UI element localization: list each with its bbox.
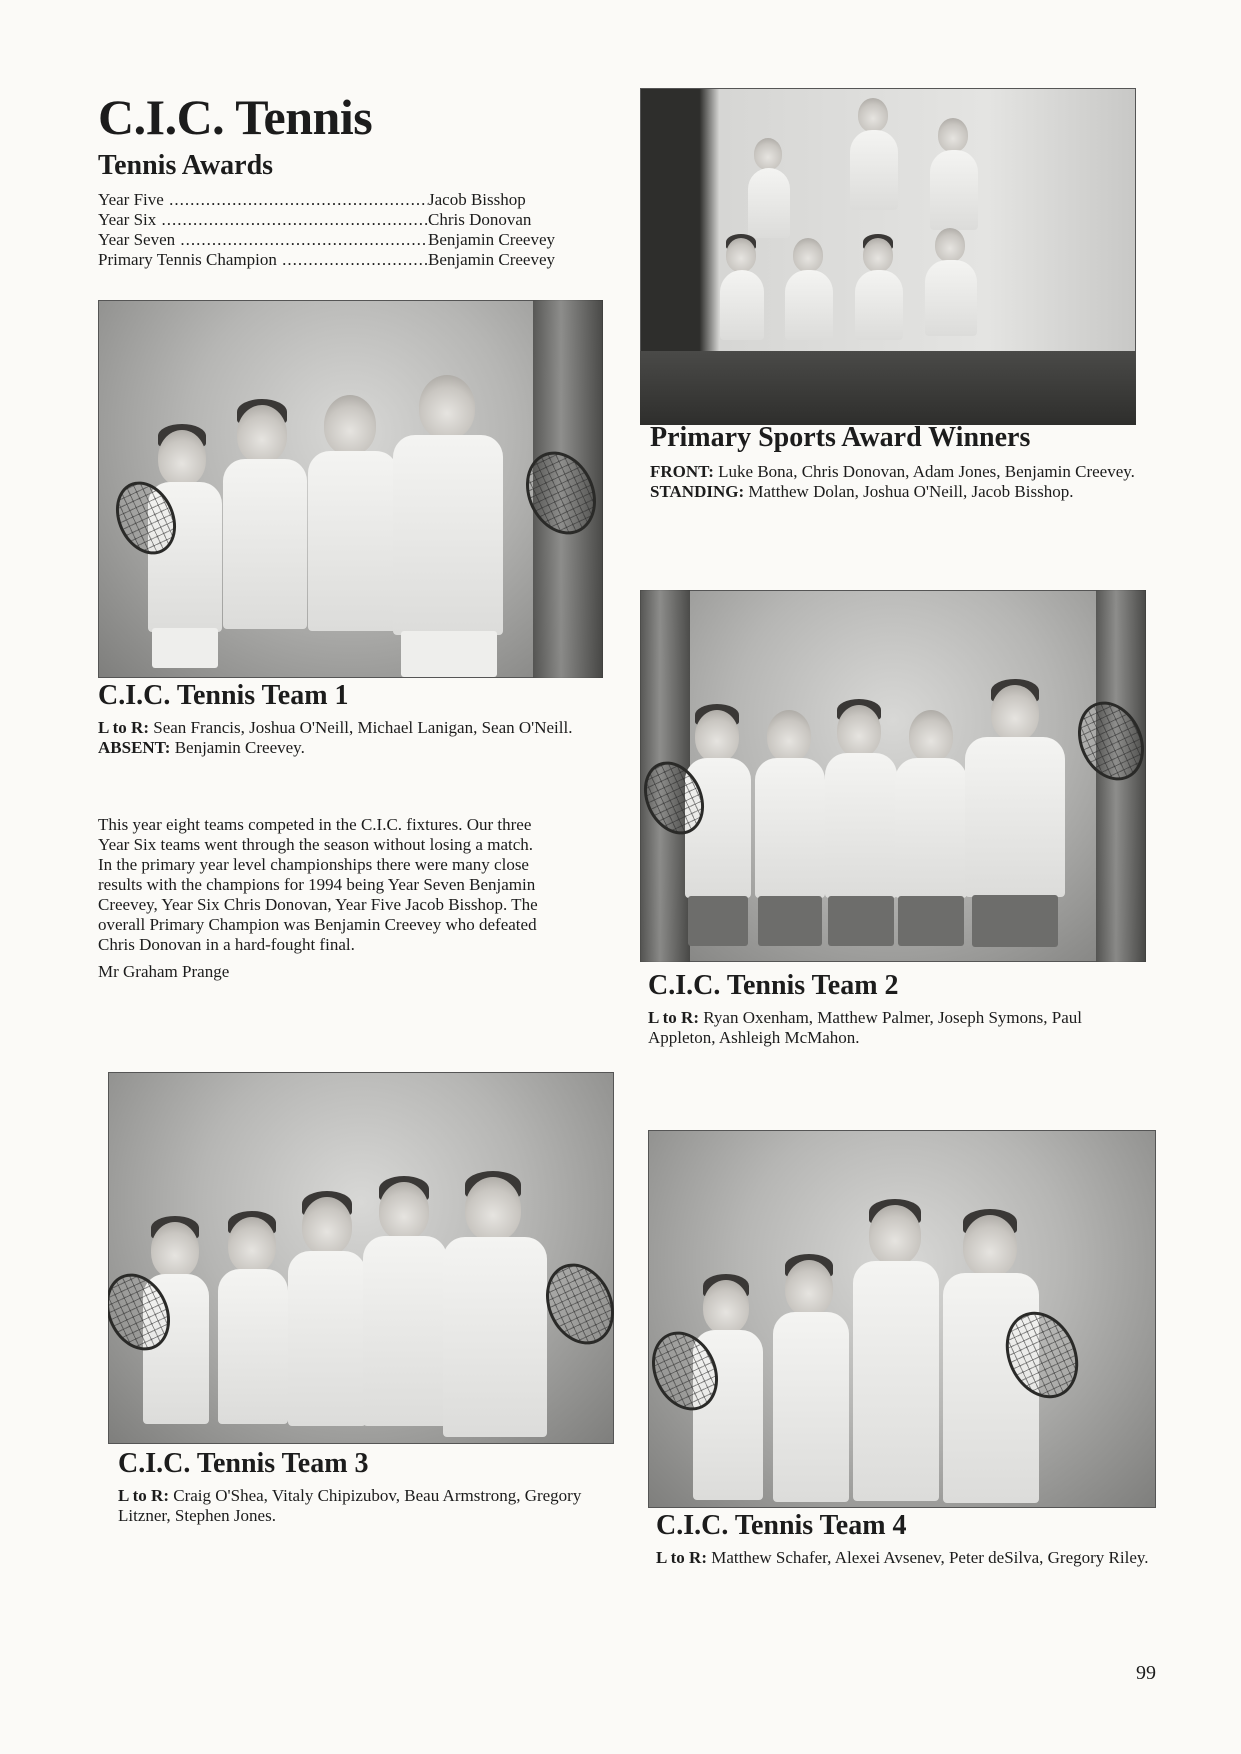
page-title: C.I.C. Tennis [98,89,373,145]
front-text: Luke Bona, Chris Donovan, Adam Jones, Benjamin Creevey. [718,462,1135,481]
award-winner: Chris Donovan [428,210,532,229]
report-text: This year eight teams competed in the C.I.C. fixtures. Our three Year Six teams went through the season without losing a match. In the primary year level championships there were many close results with the champions for 1994 being Year Seven Benjamin Creevey, Year Six Chris Donovan, Year Five Jacob Bisshop. The overall Primary Champion was Benjamin Creevey who defeated Chris Donovan in a hard-fought final. [98,815,538,954]
award-label: Year Six ..... [98,210,428,230]
team2-title: C.I.C. Tennis Team 2 [648,970,899,1001]
awards-heading: Tennis Awards [98,150,274,181]
team2-caption [648,1008,1148,1048]
team1-absent-label: ABSENT: [98,738,171,757]
team3-lr-label: L to R: [118,1486,169,1505]
team2-lr-text: Ryan Oxenham, Matthew Palmer, Joseph Symons, Paul Appleton, Ashleigh McMahon. [648,1008,1082,1047]
team4-title: C.I.C. Tennis Team 4 [656,1510,907,1541]
award-winner: Benjamin Creevey [428,250,555,269]
team1-absent-text: Benjamin Creevey. [174,738,305,757]
awards-list [98,190,598,270]
award-winner: Benjamin Creevey [428,230,555,249]
team1-title: C.I.C. Tennis Team 1 [98,680,349,711]
front-label: FRONT: [650,462,714,481]
primary-sports-caption [650,462,1140,502]
award-label: Year Seven ..... [98,230,428,250]
award-row [98,230,598,250]
standing-text: Matthew Dolan, Joshua O'Neill, Jacob Bisshop. [748,482,1074,501]
award-label: Primary Tennis Champion ..... [98,250,428,270]
team1-lr-text: Sean Francis, Joshua O'Neill, Michael Lanigan, Sean O'Neill. [153,718,573,737]
team1-lr-label: L to R: [98,718,149,737]
team1-photo [98,300,603,678]
team3-caption [118,1486,628,1526]
primary-sports-photo [640,88,1136,425]
team2-lr-label: L to R: [648,1008,699,1027]
report-author: Mr Graham Prange [98,962,230,981]
team3-photo [108,1072,614,1444]
page-number: 99 [1136,1662,1156,1684]
award-row [98,210,598,230]
standing-label: STANDING: [650,482,745,501]
award-winner: Jacob Bisshop [428,190,526,209]
team4-photo [648,1130,1156,1508]
team3-title: C.I.C. Tennis Team 3 [118,1448,369,1479]
team1-caption [98,718,608,758]
team4-caption [656,1548,1166,1568]
award-label: Year Five ..... [98,190,428,210]
award-row [98,190,598,210]
team4-lr-label: L to R: [656,1548,707,1567]
team4-lr-text: Matthew Schafer, Alexei Avsenev, Peter deSilva, Gregory Riley. [711,1548,1149,1567]
team3-lr-text: Craig O'Shea, Vitaly Chipizubov, Beau Armstrong, Gregory Litzner, Stephen Jones. [118,1486,582,1525]
award-row [98,250,598,270]
team2-photo [640,590,1146,962]
primary-sports-title: Primary Sports Award Winners [650,422,1031,453]
